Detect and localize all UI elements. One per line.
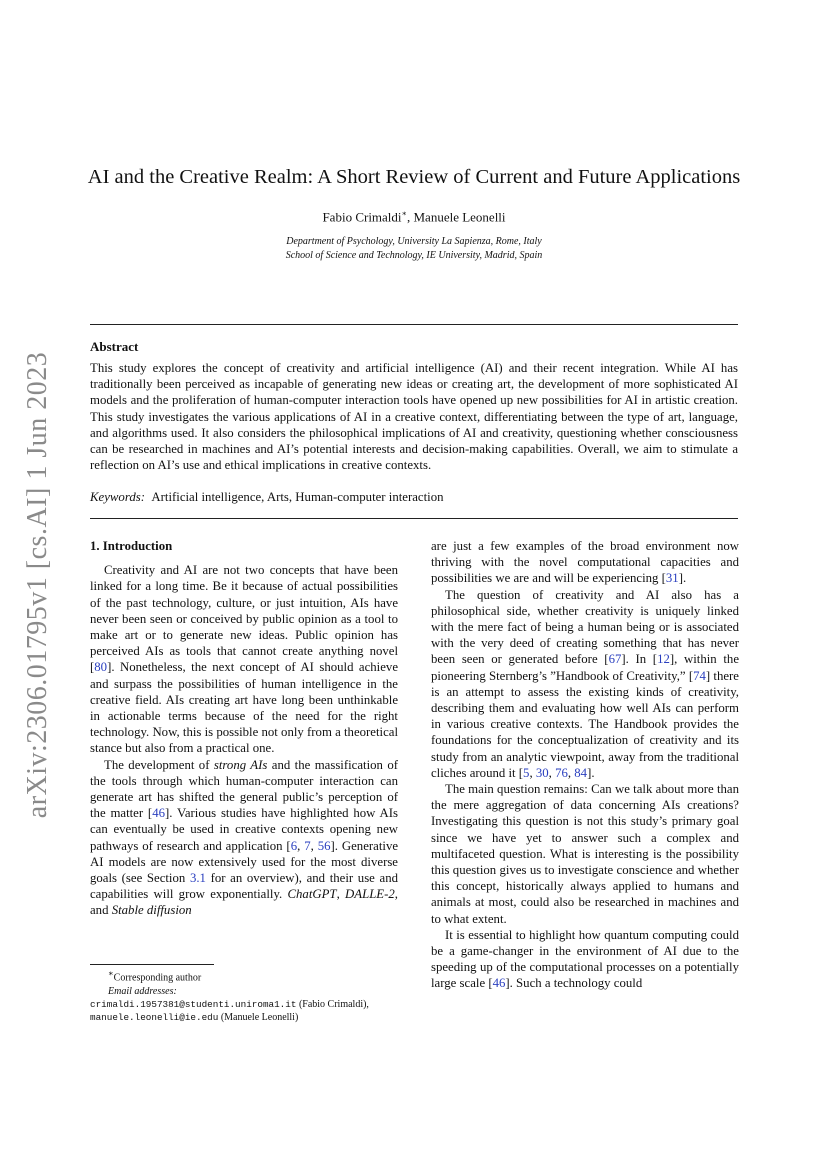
- intro-paragraph-1: Creativity and AI are not two concepts that have been linked for a long time. Be it because of actual possibilities of the past technology, culture, or just intuition, AIs have never been seen or conceived by public opinion as a tool to make art or to generate new ideas. Public opinion has perceived AIs as tools that cannot create anything novel [80]. Nonetheless, the next concept of AI should achieve and surpass the possibilities of human intelligence in the creative field. AIs creating art have long been unthinkable in actionable terms because of the need for the right technology. Now, this is possible not only from a theoretical stance but also from a practical one.: [90, 563, 398, 756]
- abstract-text: This study explores the concept of creativity and artificial intelligence (AI) and their recent integration. While AI has traditionally been perceived as incapable of generating new ideas or creating art, the development of more sophisticated AI models and the proliferation of human-computer interaction tools have opened up new possibilities for AI in artistic creation. This study investigates the various applications of AI in a creative context, differentiating between the type of art, language, and algorithms used. It also considers the philosophical implications of AI and creativity, questioning whether consciousness can be researched in machines and AI’s potential interests and decision-making capabilities. Overall, we aim to stimulate a reflection on AI’s use and ethical implications in creative contexts.: [90, 361, 738, 473]
- affiliation-1: Department of Psychology, University La Sapienza, Rome, Italy: [286, 236, 542, 247]
- philosophy-paragraph: The question of creativity and AI also has a philosophical side, whether creativity is uniquely linked with the mere fact of being a human being or is associated with the very deed of creating something that has never been seen or generated before [67]. In [12], within the pioneering Sternberg’s ”Handbook of Creativity,” [74] there is an attempt to assess the existing kinds of creativity, describing them and evaluating how well AIs can perform in various creative contexts. The Handbook provides the foundations for the conceptualization of creativity and its study from an analytic viewpoint, away from the traditional cliches around it [5, 30, 76, 84].: [431, 587, 740, 780]
- author-1: Fabio Crimaldi: [322, 209, 402, 225]
- author-line: [60, 209, 768, 225]
- section-reference-link[interactable]: 3.1: [189, 871, 206, 886]
- affiliations: [60, 235, 768, 263]
- citation-link[interactable]: 30: [535, 765, 549, 780]
- email-line-1: crimaldi.1957381@studenti.uniroma1.it (Fabio Crimaldi),: [90, 998, 369, 1010]
- corresponding-author-note: ∗Corresponding author: [108, 969, 202, 984]
- section-heading-introduction: 1. Introduction: [90, 539, 173, 553]
- arxiv-identifier-stamp: [18, 350, 58, 820]
- right-column: [431, 538, 739, 992]
- email-address-1[interactable]: crimaldi.1957381@studenti.uniroma1.it: [90, 998, 297, 1010]
- citation-link[interactable]: 46: [152, 806, 165, 821]
- author-separator: ,: [406, 209, 414, 225]
- email-address-2[interactable]: manuele.leonelli@ie.edu: [90, 1011, 219, 1023]
- affiliation-2: School of Science and Technology, IE University, Madrid, Spain: [285, 250, 543, 261]
- intro-paragraph-2: The development of strong AIs and the massification of the tools through which human-computer interaction can generate art has shifted the general public’s perception of the matter [46]. Various studies have highlighted how AIs can eventually be used in creative contexts opening new pathways of research and application [6, 7, 56]. Generative AI models are now extensively used for the most diverse goals (see Section 3.1 for an overview), and their use and capabilities will grow exponentially. ChatGPT, DALLE-2, and Stable diffusion: [90, 757, 399, 918]
- citation-link[interactable]: 67: [608, 652, 622, 667]
- continued-paragraph: are just a few examples of the broad environment now thriving with the novel computational capacities and possibilities we are and will be experiencing [31].: [431, 539, 739, 586]
- keywords-label: Keywords:: [90, 490, 145, 504]
- abstract-heading: Abstract: [90, 339, 139, 354]
- citation-link[interactable]: 5: [523, 765, 530, 780]
- paper-title: AI and the Creative Realm: A Short Review of Current and Future Applications: [87, 166, 741, 188]
- quantum-paragraph: It is essential to highlight how quantum computing could be a game-changer in the environment of AI due to the speeding up of the computational processes on a potentially large scale [46]. Such a technology could: [431, 927, 739, 991]
- citation-link[interactable]: 12: [657, 652, 670, 667]
- corresponding-author-mark: ∗: [401, 209, 407, 218]
- citation-link[interactable]: 6: [290, 838, 298, 853]
- citation-link[interactable]: 7: [304, 838, 311, 853]
- abstract-top-rule: [90, 324, 738, 325]
- email-label: Email addresses:: [108, 985, 177, 997]
- abstract-bottom-rule: [90, 518, 738, 519]
- keywords-line: [90, 490, 738, 505]
- citation-link[interactable]: 46: [492, 976, 506, 991]
- footnotes: [90, 967, 410, 1024]
- keywords-text: Artificial intelligence, Arts, Human-computer interaction: [151, 490, 444, 504]
- citation-link[interactable]: 84: [574, 765, 588, 780]
- citation-link[interactable]: 74: [693, 668, 706, 683]
- email-line-2: manuele.leonelli@ie.edu (Manuele Leonelli): [90, 1011, 299, 1023]
- citation-link[interactable]: 31: [665, 571, 679, 586]
- footnote-rule: [90, 964, 214, 965]
- left-column: [90, 538, 398, 919]
- author-2: Manuele Leonelli: [413, 209, 506, 225]
- citation-link[interactable]: 80: [94, 660, 108, 675]
- citation-link[interactable]: 76: [555, 765, 568, 780]
- main-question-paragraph: The main question remains: Can we talk about more than the mere aggregation of data concerning AIs creations? Investigating this question is not this study’s primary goal since we have yet to answer such a complex and multifaceted question. What is interesting is the possibility this question gives us to investigate conscience and whether this concept, historically always applied to humans and animals at most, could also be researched in machines and to what extent.: [431, 782, 739, 926]
- citation-link[interactable]: 56: [317, 838, 331, 853]
- arxiv-identifier-text: arXiv:2306.01795v1 [cs.AI] 1 Jun 2023: [22, 351, 54, 819]
